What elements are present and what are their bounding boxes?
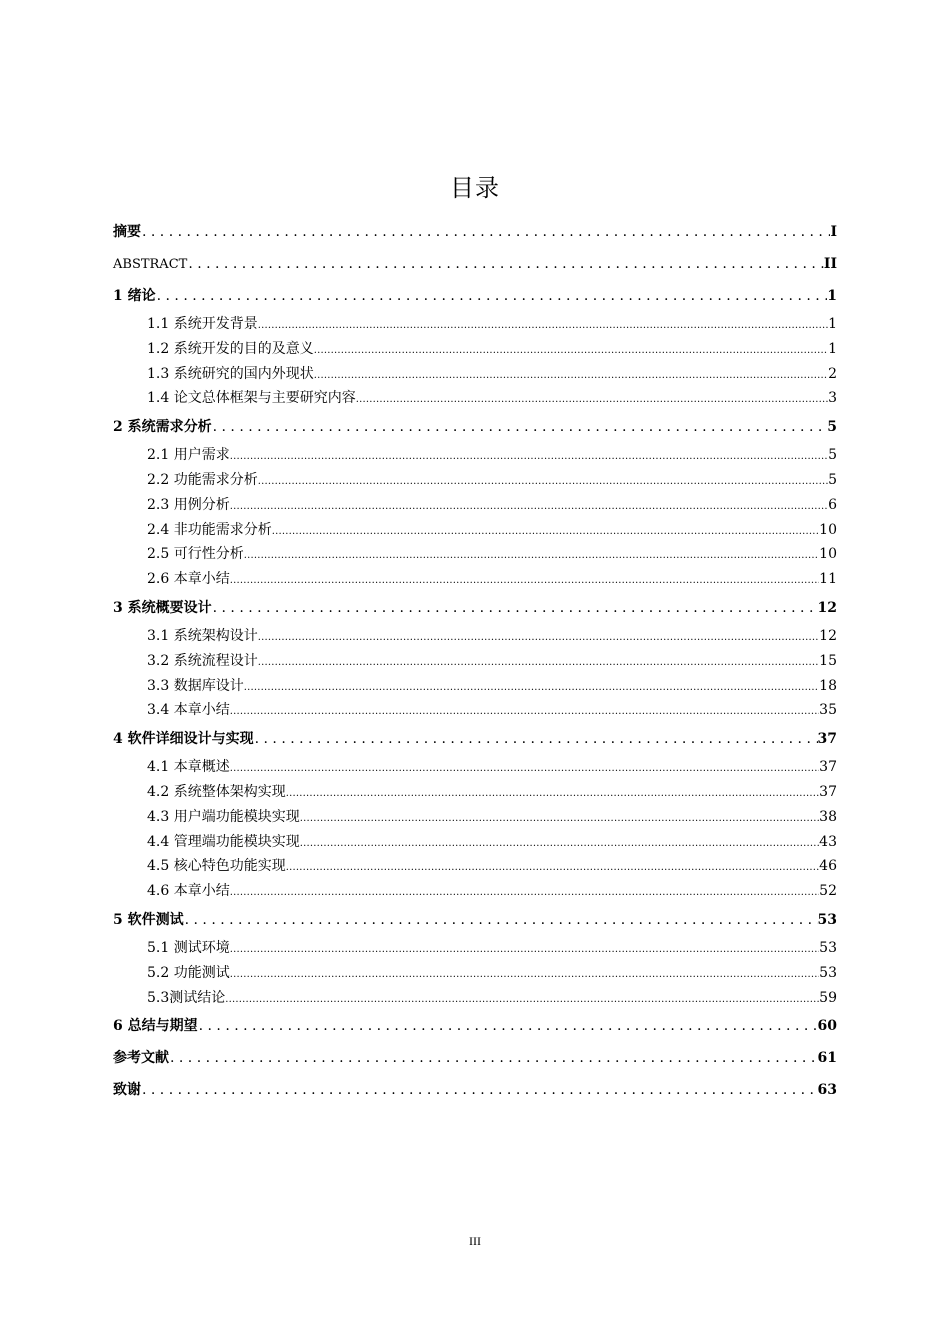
toc-entry-page-number: II	[823, 256, 837, 272]
toc-entry-page-number: 12	[817, 599, 837, 616]
dot-leader	[230, 443, 828, 470]
toc-entry-label: 2.5 可行性分析	[147, 546, 244, 563]
toc-entry-page-number: 5	[828, 447, 837, 464]
toc-section-entry[interactable]	[113, 518, 837, 543]
toc-entry-page-number: 1	[828, 316, 837, 332]
toc-chapter-entry[interactable]	[113, 723, 837, 755]
dot-leader	[258, 624, 819, 651]
toc-entry-label: 参考文献	[113, 1050, 169, 1067]
toc-entry-page-number: 53	[819, 939, 837, 956]
dot-leader	[300, 830, 819, 857]
toc-entry-label: 2.2 功能需求分析	[147, 471, 258, 488]
toc-entry-page-number: 1	[828, 340, 837, 357]
toc-section-entry[interactable]	[113, 961, 837, 986]
dot-leader	[286, 854, 819, 881]
toc-section-entry[interactable]	[113, 830, 837, 855]
toc-chapter-entry[interactable]	[113, 1042, 837, 1074]
toc-entry-page-number: 37	[819, 783, 837, 800]
toc-section-entry[interactable]	[113, 936, 837, 961]
toc-entry-page-number: 46	[819, 858, 837, 875]
dot-leader	[244, 542, 819, 569]
dot-leader	[230, 755, 819, 782]
toc-entry-label: 5 软件测试	[113, 911, 184, 928]
toc-entry-label: 4.6 本章小结	[147, 883, 230, 900]
toc-section-entry[interactable]	[113, 879, 837, 904]
dot-leader	[198, 1010, 818, 1042]
toc-chapter-entry[interactable]	[113, 592, 837, 624]
toc-section-entry[interactable]	[113, 986, 837, 1011]
toc-entry-label: 5.2 功能测试	[147, 964, 230, 981]
toc-section-entry[interactable]	[113, 649, 837, 674]
toc-entry-label: ABSTRACT	[113, 257, 188, 272]
toc-section-entry[interactable]	[113, 698, 837, 723]
dot-leader	[230, 936, 819, 963]
toc-entry-label: 3.1 系统架构设计	[147, 627, 258, 644]
dot-leader	[187, 248, 824, 280]
toc-entry-page-number: 52	[819, 883, 837, 900]
toc-chapter-entry[interactable]	[113, 216, 837, 248]
toc-entry-page-number: 6	[828, 496, 837, 513]
toc-chapter-entry[interactable]	[113, 280, 837, 312]
toc-entry-page-number: 63	[817, 1082, 837, 1099]
toc-entry-page-number: 53	[819, 964, 837, 981]
toc-entry-page-number: 15	[819, 652, 837, 669]
dot-leader	[230, 567, 819, 594]
toc-chapter-entry[interactable]	[113, 248, 837, 280]
dot-leader	[258, 312, 828, 339]
toc-entry-label: 4.1 本章概述	[147, 759, 230, 776]
toc-entry-label: 4.3 用户端功能模块实现	[147, 808, 300, 825]
toc-entry-page-number: 12	[819, 627, 837, 644]
dot-leader	[230, 961, 819, 988]
toc-section-entry[interactable]	[113, 755, 837, 780]
dot-leader	[272, 518, 819, 545]
toc-entry-page-number: 2	[828, 365, 837, 382]
toc-section-entry[interactable]	[113, 493, 837, 518]
toc-entry-label: 1 绪论	[113, 288, 156, 304]
toc-entry-page-number: 43	[819, 833, 837, 850]
toc-entry-page-number: 53	[817, 911, 837, 928]
toc-entry-label: 4 软件详细设计与实现	[113, 731, 254, 748]
toc-chapter-entry[interactable]	[113, 904, 837, 936]
dot-leader	[141, 216, 830, 248]
toc-section-entry[interactable]	[113, 468, 837, 493]
toc-entry-page-number: 5	[827, 419, 837, 436]
toc-section-entry[interactable]	[113, 362, 837, 387]
toc-chapter-entry[interactable]	[113, 411, 837, 443]
toc-section-entry[interactable]	[113, 780, 837, 805]
toc-entry-label: 2.1 用户需求	[147, 447, 230, 464]
toc-entry-label: 3.4 本章小结	[147, 702, 230, 719]
toc-entry-label: 3.2 系统流程设计	[147, 652, 258, 669]
toc-entry-label: 2.6 本章小结	[147, 571, 230, 588]
toc-entry-label: 3 系统概要设计	[113, 599, 212, 616]
dot-leader	[169, 1042, 818, 1074]
toc-section-entry[interactable]	[113, 443, 837, 468]
dot-leader	[225, 986, 819, 1013]
toc-entry-label: 4.5 核心特色功能实现	[147, 858, 286, 875]
toc-section-entry[interactable]	[113, 567, 837, 592]
toc-entry-label: 1.4 论文总体框架与主要研究内容	[147, 390, 356, 407]
toc-title: 目录	[450, 174, 500, 202]
dot-leader	[314, 337, 828, 364]
toc-section-entry[interactable]	[113, 805, 837, 830]
dot-leader	[314, 362, 828, 389]
toc-entry-page-number: I	[830, 224, 837, 240]
dot-leader	[212, 592, 818, 624]
toc-entry-page-number: 61	[817, 1050, 837, 1067]
toc-entry-page-number: 5	[828, 471, 837, 488]
toc-entry-label: 4.4 管理端功能模块实现	[147, 833, 300, 850]
toc-entry-label: 致谢	[113, 1082, 141, 1099]
page-number-footer: III	[469, 1234, 481, 1248]
dot-leader	[286, 780, 819, 807]
dot-leader	[156, 280, 828, 312]
dot-leader	[300, 805, 819, 832]
toc-entry-page-number: 38	[819, 808, 837, 825]
toc-entry-label: 1.2 系统开发的目的及意义	[147, 340, 314, 357]
toc-chapter-entry[interactable]	[113, 1074, 837, 1106]
dot-leader	[258, 468, 828, 495]
toc-entry-page-number: 18	[819, 677, 837, 694]
dot-leader	[356, 386, 828, 413]
dot-leader	[254, 723, 818, 755]
toc-entry-page-number: 10	[819, 521, 837, 538]
dot-leader	[184, 904, 818, 936]
toc-entry-label: 4.2 系统整体架构实现	[147, 783, 286, 800]
dot-leader	[244, 674, 819, 701]
toc-entry-label: 5.1 测试环境	[147, 939, 230, 956]
toc-entry-label: 3.3 数据库设计	[147, 677, 244, 694]
toc-chapter-entry[interactable]	[113, 1010, 837, 1042]
toc-entry-page-number: 3	[828, 390, 837, 407]
toc-entry-page-number: 35	[819, 702, 837, 719]
toc-entry-label: 2 系统需求分析	[113, 419, 212, 436]
toc-entry-label: 摘要	[113, 224, 141, 240]
toc-section-entry[interactable]	[113, 674, 837, 699]
dot-leader	[230, 493, 828, 520]
dot-leader	[230, 879, 819, 906]
dot-leader	[258, 649, 819, 676]
toc-entry-label: 6 总结与期望	[113, 1018, 198, 1035]
toc-section-entry[interactable]	[113, 337, 837, 362]
toc-entry-label: 2.4 非功能需求分析	[147, 521, 272, 538]
toc-section-entry[interactable]	[113, 624, 837, 649]
toc-entry-label: 1.3 系统研究的国内外现状	[147, 365, 314, 382]
toc-entry-label: 5.3测试结论	[147, 989, 226, 1006]
toc-section-entry[interactable]	[113, 312, 837, 337]
toc-entry-page-number: 37	[819, 759, 837, 776]
table-of-contents	[113, 216, 837, 1106]
toc-section-entry[interactable]	[113, 542, 837, 567]
toc-entry-page-number: 11	[819, 571, 837, 588]
toc-section-entry[interactable]	[113, 386, 837, 411]
toc-section-entry[interactable]	[113, 854, 837, 879]
toc-entry-page-number: 59	[819, 989, 837, 1006]
toc-entry-page-number: 60	[817, 1018, 837, 1035]
toc-entry-label: 1.1 系统开发背景	[147, 316, 258, 332]
toc-entry-page-number: 10	[819, 546, 837, 563]
dot-leader	[141, 1074, 818, 1106]
toc-entry-page-number: 37	[817, 731, 837, 748]
dot-leader	[212, 411, 828, 443]
toc-entry-page-number: 1	[827, 288, 837, 304]
toc-entry-label: 2.3 用例分析	[147, 496, 230, 513]
dot-leader	[230, 698, 819, 725]
